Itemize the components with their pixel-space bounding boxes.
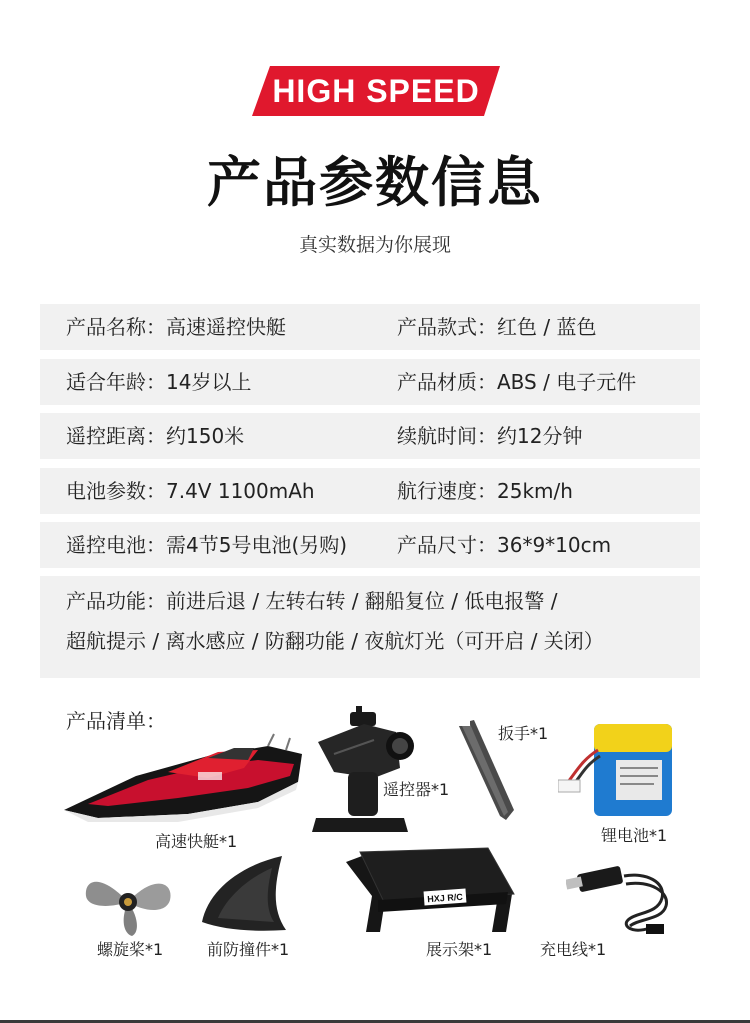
spec-left: 产品名称：高速遥控快艇 [66, 315, 286, 339]
cable-caption: 充电线*1 [540, 940, 607, 959]
spec-left: 电池参数：7.4V 1100mAh [66, 479, 315, 503]
battery-image [558, 720, 678, 820]
remote-caption: 遥控器*1 [383, 780, 450, 799]
page-subtitle: 真实数据为你展现 [298, 234, 451, 256]
stand-caption: 展示架*1 [426, 940, 493, 959]
spec-row [40, 304, 700, 350]
spec-right: 产品材质：ABS / 电子元件 [397, 370, 637, 394]
spec-right: 产品尺寸：36*9*10cm [397, 533, 612, 557]
spec-row [40, 359, 700, 405]
spec-row [40, 413, 700, 459]
bumper-caption: 前防撞件*1 [207, 940, 290, 959]
spec-left: 适合年龄：14岁以上 [66, 370, 252, 394]
wrench-caption: 扳手*1 [498, 724, 549, 743]
features-line-2: 超航提示 / 离水感应 / 防翻功能 / 夜航灯光（可开启 / 关闭） [66, 629, 604, 653]
remote-image [304, 706, 424, 838]
spec-row [40, 468, 700, 514]
propeller-caption: 螺旋桨*1 [97, 940, 164, 959]
spec-row [40, 522, 700, 568]
page-title: 产品参数信息 [207, 151, 543, 214]
boat-image [58, 728, 308, 828]
bumper-image [198, 852, 290, 934]
stand-logo: HXJ R/C [427, 891, 464, 905]
battery-caption: 锂电池*1 [601, 826, 668, 845]
boat-caption: 高速快艇*1 [155, 832, 238, 851]
badge-text: HIGH SPEED [272, 73, 480, 109]
spec-left: 遥控电池：需4节5号电池(另购) [66, 533, 348, 557]
features-row [40, 576, 700, 678]
spec-right: 产品款式：红色 / 蓝色 [397, 315, 597, 339]
high-speed-badge [252, 66, 500, 116]
stand-image [338, 842, 520, 934]
package-label: 产品清单： [66, 709, 166, 733]
spec-right: 航行速度：25km/h [397, 479, 573, 503]
spec-right: 续航时间：约12分钟 [397, 424, 583, 448]
propeller-image [80, 862, 176, 938]
features-line-1: 产品功能：前进后退 / 左转右转 / 翻船复位 / 低电报警 / [66, 589, 558, 613]
cable-image [566, 862, 678, 942]
spec-left: 遥控距离：约150米 [66, 424, 245, 448]
